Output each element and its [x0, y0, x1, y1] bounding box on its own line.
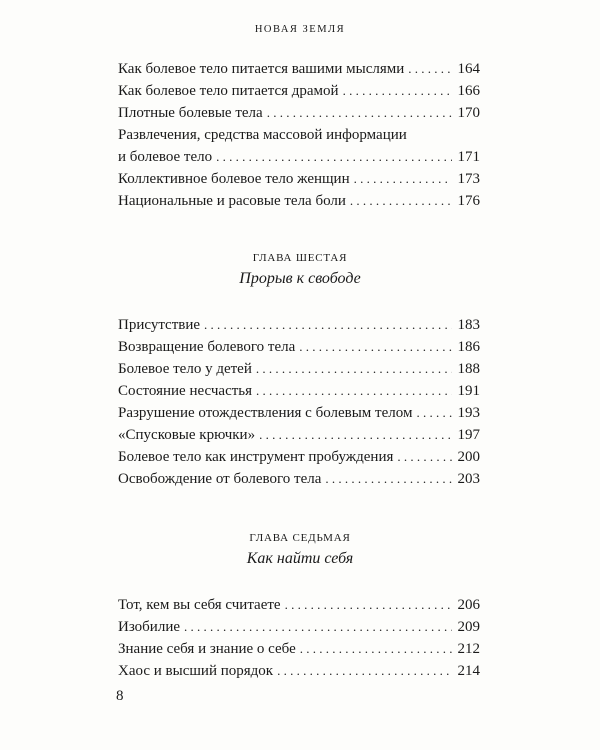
toc-entry-title: Хаос и высший порядок: [118, 663, 274, 679]
leader-dots: [416, 402, 452, 424]
toc-entry: [118, 80, 480, 102]
toc-entry-title: Плотные болевые тела: [118, 105, 263, 121]
toc-entry: [118, 102, 480, 124]
toc-entry-title: Как болевое тело питается вашими мыслями: [118, 61, 405, 77]
toc-entry: [118, 358, 480, 380]
toc-entry-title: Возвращение болевого тела: [118, 339, 296, 355]
leader-dots: [350, 190, 452, 212]
leader-dots: [408, 58, 452, 80]
toc-entry-title: Коллективное болевое тело женщин: [118, 171, 350, 187]
toc-entry-title: Тот, кем вы себя считаете: [118, 597, 281, 613]
toc-entry: [118, 380, 480, 402]
toc-entry-title: Национальные и расовые тела боли: [118, 193, 346, 209]
toc-entry-title: Состояние несчастья: [118, 383, 253, 399]
toc-entry-title: Знание себя и знание о себе: [118, 641, 296, 657]
toc-entry: [118, 446, 480, 468]
toc-entry-title: Болевое тело как инструмент пробуждения: [118, 449, 394, 465]
toc-entry: [118, 660, 480, 682]
chapter-label: ГЛАВА ШЕСТАЯ: [252, 252, 348, 264]
toc-entry-title-line1: Развлечения, средства массовой информации: [118, 127, 407, 143]
toc-entry: [118, 314, 480, 336]
toc-entry-page: 191: [457, 383, 480, 399]
toc-entry-page: 171: [457, 149, 480, 165]
toc-entry-page: 197: [457, 427, 480, 443]
leader-dots: [259, 424, 452, 446]
toc-entry-title: Изобилие: [118, 619, 180, 635]
toc-entry-page: 166: [457, 83, 480, 99]
toc-entry: [118, 594, 480, 616]
toc-entry: [118, 616, 480, 638]
toc-entry-title: Освобождение от болевого тела: [118, 471, 322, 487]
toc-entry-page: 203: [457, 471, 480, 487]
toc-entry-page: 209: [457, 619, 480, 635]
toc-entry-title: Присутствие: [118, 317, 201, 333]
leader-dots: [354, 168, 452, 190]
toc-entry-title: «Спусковые крючки»: [118, 427, 256, 443]
toc-entry-title: и болевое тело: [118, 149, 213, 165]
toc-entry-page: 183: [457, 317, 480, 333]
leader-dots: [285, 594, 452, 616]
toc-entry-page: 170: [457, 105, 480, 121]
toc-entry-page: 186: [457, 339, 480, 355]
leader-dots: [343, 80, 452, 102]
chapter-title: Прорыв к свободе: [239, 270, 361, 287]
toc-section-top: [118, 58, 480, 212]
toc-entry-page: 164: [457, 61, 480, 77]
toc-entry-page: 214: [457, 663, 480, 679]
toc-entry: [118, 146, 480, 168]
toc-entry-title: Болевое тело у детей: [118, 361, 252, 377]
chapter-title: Как найти себя: [246, 550, 354, 567]
toc-entry-page: 193: [457, 405, 480, 421]
leader-dots: [267, 102, 452, 124]
leader-dots: [256, 358, 452, 380]
toc-section-chapter7: [118, 594, 480, 682]
leader-dots: [299, 336, 452, 358]
toc-entry: [118, 336, 480, 358]
toc-section-chapter6: [118, 314, 480, 490]
page-number: 8: [116, 688, 124, 704]
leader-dots: [397, 446, 452, 468]
leader-dots: [325, 468, 452, 490]
leader-dots: [277, 660, 452, 682]
toc-entry: [118, 190, 480, 212]
toc-entry-page: 200: [457, 449, 480, 465]
toc-entry: [118, 468, 480, 490]
leader-dots: [204, 314, 452, 336]
toc-entry: [118, 424, 480, 446]
toc-entry: [118, 402, 480, 424]
toc-entry: [118, 58, 480, 80]
leader-dots: [216, 146, 452, 168]
toc-entry-title: Разрушение отождествления с болевым телом: [118, 405, 413, 421]
toc-entry-page: 173: [457, 171, 480, 187]
leader-dots: [300, 638, 452, 660]
toc-entry-page: 176: [457, 193, 480, 209]
toc-entry-title: Как болевое тело питается драмой: [118, 83, 339, 99]
chapter-label: ГЛАВА СЕДЬМАЯ: [249, 532, 351, 544]
toc-entry-page: 188: [457, 361, 480, 377]
leader-dots: [256, 380, 452, 402]
leader-dots: [184, 616, 452, 638]
running-head: НОВАЯ ЗЕМЛЯ: [254, 24, 346, 35]
toc-entry: [118, 638, 480, 660]
toc-entry-page: 206: [457, 597, 480, 613]
toc-entry-page: 212: [457, 641, 480, 657]
toc-entry: [118, 168, 480, 190]
